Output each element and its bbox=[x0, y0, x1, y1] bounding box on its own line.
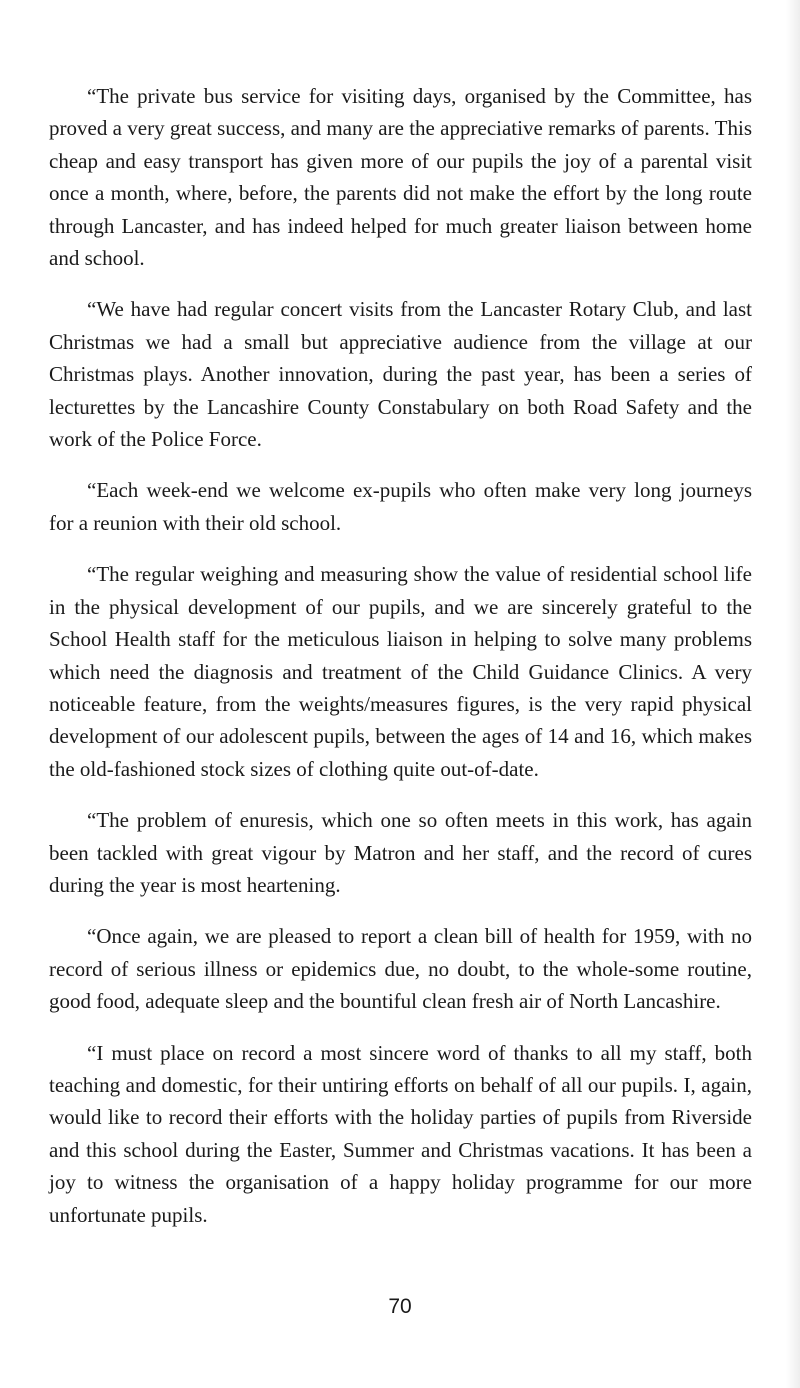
paragraph-concert-visits: “We have had regular concert visits from the Lancaster Rotary Club, and last Christmas we had a small but appreciative audience from the village at our Christmas plays. Another innovation, during the past year, has been a series of lecturettes by the Lancashire County Constabulary on both Road Safety and the work of the Police Force. bbox=[49, 297, 752, 452]
paragraph-clean-bill-of-health: “Once again, we are pleased to report a clean bill of health for 1959, with no record of serious illness or epidemics due, no doubt, to the whole-some routine, good food, adequate sleep and the bountiful clean fresh air of North Lancashire. bbox=[49, 924, 752, 1014]
page-number: 70 bbox=[388, 1295, 412, 1318]
paragraph-ex-pupils: “Each week-end we welcome ex-pupils who often make very long journeys for a reunion with their old school. bbox=[49, 478, 752, 535]
page-edge-shadow bbox=[786, 0, 800, 1388]
paragraph-bus-service: “The private bus service for visiting days, organised by the Committee, has proved a very great success, and many are the appreciative remarks of parents. This cheap and easy transport has given more of our pupils the joy of a parental visit once a month, where, before, the parents did not make the effort by the long route through Lancaster, and has indeed helped for much greater liaison between home and school. bbox=[49, 84, 752, 271]
paragraph-enuresis: “The problem of enuresis, which one so often meets in this work, has again been tackled with great vigour by Matron and her staff, and the record of cures during the year is most heartening. bbox=[49, 808, 752, 897]
paragraph-weighing-measuring: “The regular weighing and measuring show the value of residential school life in the physical development of our pupils, and we are sincerely grateful to the School Health staff for the meticulous liaison in helping to solve many problems which need the diagnosis and treatment of the Child Guidance Clinics. A very noticeable feature, from the weights/measures figures, is the very rapid physical development of our adolescent pupils, between the ages of 14 and 16, which makes the old-fashioned stock sizes of clothing quite out-of-date. bbox=[49, 562, 752, 781]
body-text bbox=[49, 80, 752, 1250]
paragraph-thanks-to-staff: “I must place on record a most sincere word of thanks to all my staff, both teaching and domestic, for their untiring efforts on behalf of all our pupils. I, again, would like to record their efforts with the holiday parties of pupils from Riverside and this school during the Easter, Summer and Christmas vacations. It has been a joy to witness the organisation of a happy holiday programme for our more unfortunate pupils. bbox=[49, 1040, 752, 1227]
